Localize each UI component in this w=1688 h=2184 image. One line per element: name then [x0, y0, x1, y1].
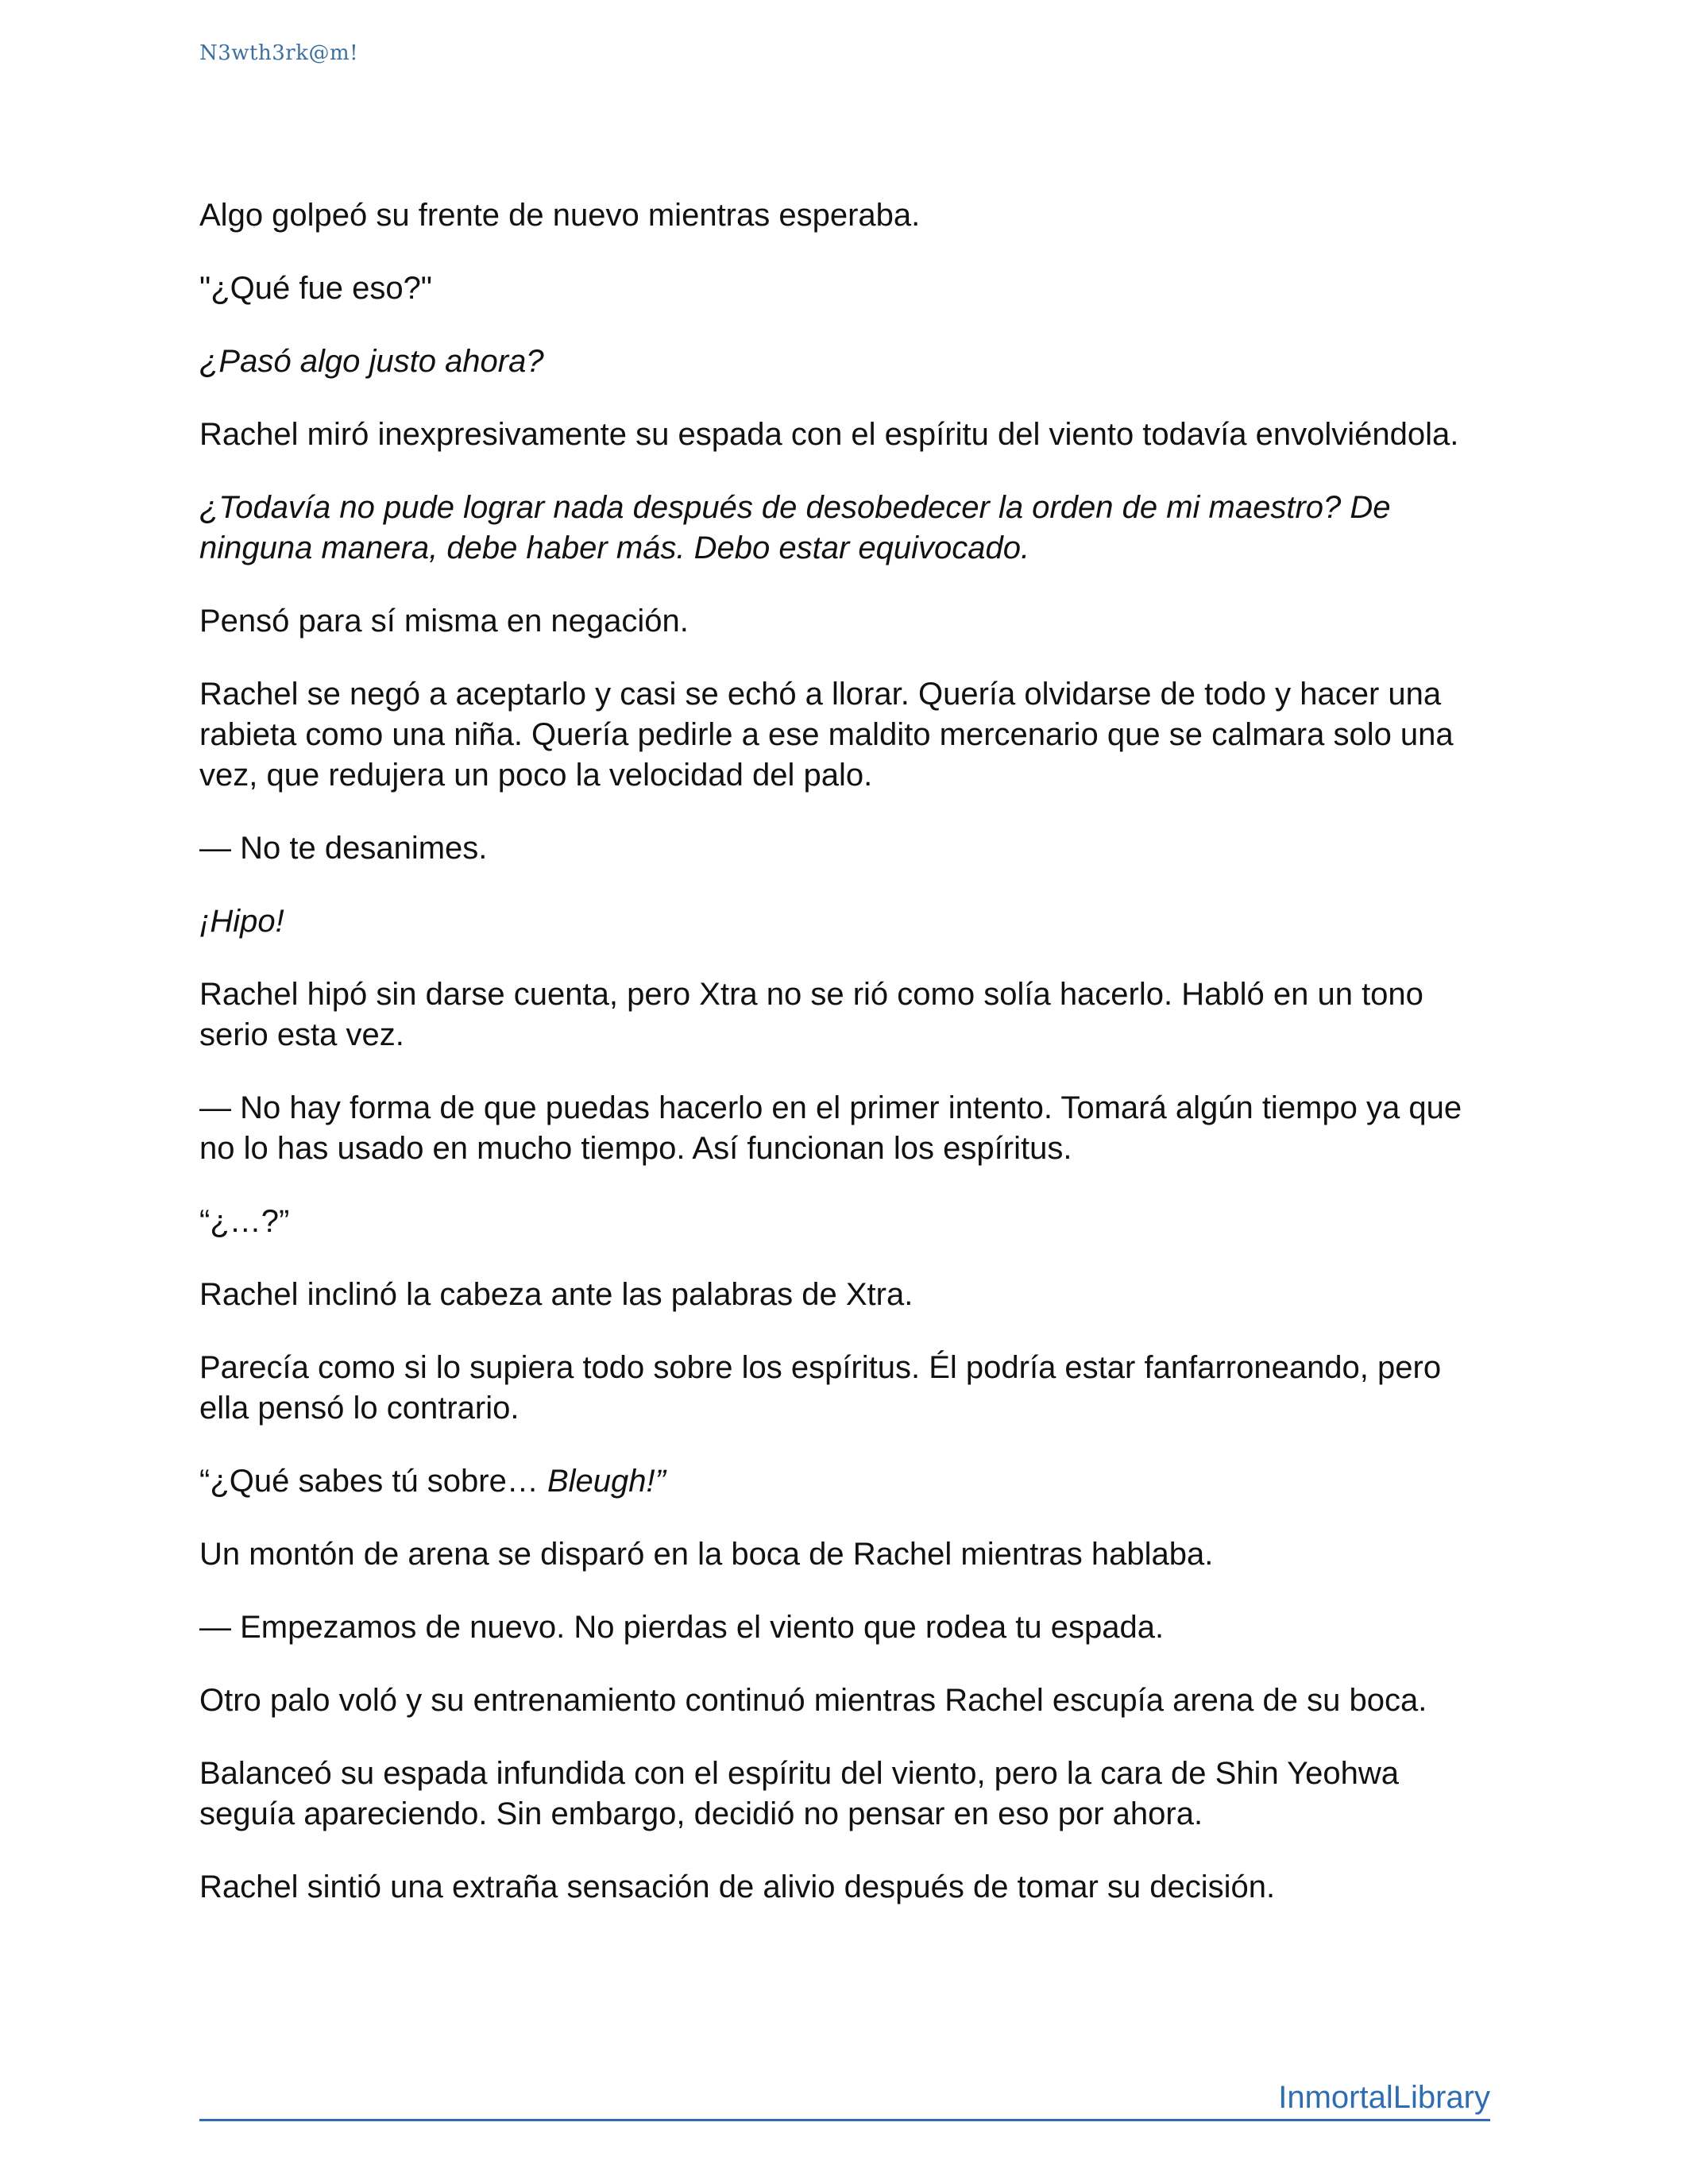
paragraph-19: Balanceó su espada infundida con el espíritu del viento, pero la cara de Shin Yeohwa seguía apareciendo. Sin embargo, decidió no pensar en eso por ahora. [199, 1756, 1399, 1831]
paragraph-20: Rachel sintió una extraña sensación de alivio después de tomar su decisión. [199, 1870, 1276, 1904]
paragraph-8: — No te desanimes. [199, 831, 488, 866]
paragraph-17: — Empezamos de nuevo. No pierdas el viento que rodea tu espada. [199, 1610, 1165, 1645]
paragraph-6: Pensó para sí misma en negación. [199, 604, 689, 639]
footer-rule [199, 2074, 1490, 2121]
paragraph-15 [199, 1461, 1490, 1502]
paragraph-13: Rachel inclinó la cabeza ante las palabras de Xtra. [199, 1277, 914, 1312]
paragraph-18: Otro palo voló y su entrenamiento continuó mientras Rachel escupía arena de su boca. [199, 1683, 1427, 1718]
paragraph-16: Un montón de arena se disparó en la boca de Rachel mientras hablaba. [199, 1537, 1214, 1572]
footer-library-link[interactable]: InmortalLibrary [1278, 2080, 1490, 2115]
paragraph-14: Parecía como si lo supiera todo sobre los espíritus. Él podría estar fanfarroneando, pero ella pensó lo contrario. [199, 1350, 1442, 1426]
paragraph-12: “¿…?” [199, 1204, 290, 1239]
paragraph-1: Algo golpeó su frente de nuevo mientras esperaba. [199, 198, 921, 233]
paragraph-15-text: “¿Qué sabes tú sobre… [199, 1464, 547, 1499]
paragraph-7: Rachel se negó a aceptarlo y casi se echó a llorar. Quería olvidarse de todo y hacer una rabieta como una niña. Quería pedirle a ese maldito mercenario que se calmara solo una vez, que redujera un poco la velocidad del palo. [199, 677, 1454, 793]
paragraph-11: — No hay forma de que puedas hacerlo en el primer intento. Tomará algún tiempo ya que no lo has usado en mucho tiempo. Así funcionan los espíritus. [199, 1090, 1462, 1166]
paragraph-4: Rachel miró inexpresivamente su espada con el espíritu del viento todavía envolviéndola. [199, 417, 1459, 452]
header-watermark: N3wth3rk@m! [199, 41, 359, 65]
paragraph-10: Rachel hipó sin darse cuenta, pero Xtra no se rió como solía hacerlo. Habló en un tono serio esta vez. [199, 977, 1423, 1052]
paragraph-2: "¿Qué fue eso?" [199, 271, 433, 306]
paragraph-9: ¡Hipo! [199, 904, 284, 939]
document-body [199, 195, 1490, 1940]
paragraph-5: ¿Todavía no pude lograr nada después de desobedecer la orden de mi maestro? De ninguna manera, debe haber más. Debo estar equivocado. [199, 490, 1391, 565]
paragraph-15-emphasis: Bleugh!” [547, 1464, 666, 1499]
paragraph-3: ¿Pasó algo justo ahora? [199, 344, 544, 379]
